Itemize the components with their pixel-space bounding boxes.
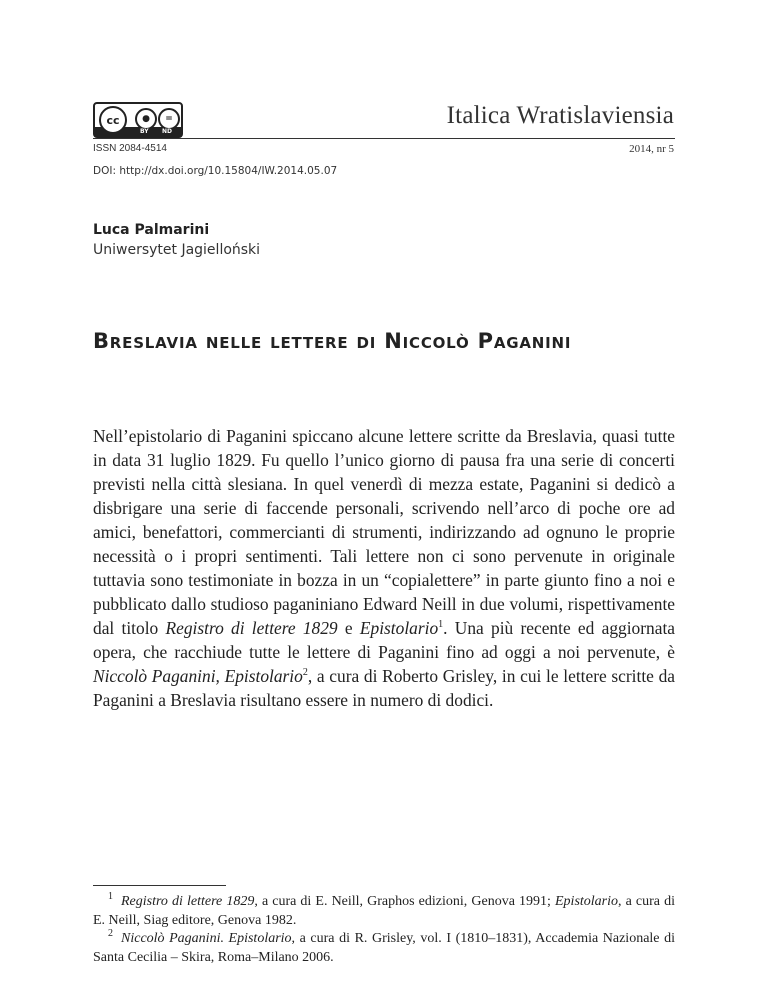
body-text-run: , a cura di Roberto Grisley, in cui le lettere scritte da Paganini a Breslavia risultano essere in numero di dodici. (93, 666, 675, 710)
cc-icon: cc (99, 106, 127, 134)
doi: DOI: http://dx.doi.org/10.15804/IW.2014.05.07 (93, 165, 338, 177)
footnote-number: 2 (108, 928, 113, 940)
header-divider (93, 138, 675, 139)
footnote-text: , a cura di E. Neill, Graphos edizioni, Genova 1991; (254, 894, 555, 909)
issue-number: 2014, nr 5 (629, 143, 674, 155)
body-text-run: . Una più recente ed aggiornata opera, che racchiude tutte le lettere di Paganini fino ad oggi a noi pervenute, è (93, 618, 675, 662)
footnote-italic: Registro di lettere 1829 (121, 894, 255, 909)
body-text-run: Nell’epistolario di Paganini spiccano alcune lettere scritte da Breslavia, quasi tutte in data 31 luglio 1829. Fu quello l’unico giorno di pausa fra una serie di concerti previsti nella città slesiana. In quel venerdì di mezza estate, Paganini si dedicò a disbrigare una serie di faccende personali, scrivendo nell’arco di poche ore ad amici, benefattori, commercianti di strumenti, indirizzando ad ognuno le proprie necessità o i propri sentimenti. Tali lettere non ci sono pervenute in originale tuttavia sono testimoniate in bozza in un “copialettere” in parte giunto fino a noi e pubblicato dallo studioso paganiniano Edward Neill in due volumi, rispettivamente dal titolo (93, 426, 675, 638)
article-title: Breslavia nelle lettere di Niccolò Paganini (93, 329, 572, 353)
cc-license-badge (93, 102, 183, 138)
footnotes (93, 893, 675, 967)
author-name: Luca Palmarini (93, 222, 210, 238)
footnote (93, 893, 675, 930)
author-affiliation: Uniwersytet Jagielloński (93, 242, 261, 258)
footnote-text: , a cura di E. Neill, Siag editore, Genova 1982. (93, 894, 675, 928)
footnote-divider (93, 885, 226, 886)
body-paragraph (93, 424, 675, 712)
footnote-italic: Niccolò Paganini. Epistolario (121, 931, 292, 946)
attribution-icon: ● (135, 108, 157, 130)
footnote-text: , a cura di R. Grisley, vol. I (1810–1831), Accademia Nazionale di Santa Cecilia – Skira, Roma–Milano 2006. (93, 931, 675, 965)
footnote-number: 1 (108, 891, 113, 903)
footnote-italic: Epistolario (555, 894, 619, 909)
issn: ISSN 2084-4514 (93, 143, 167, 154)
no-derivatives-icon: = (158, 108, 180, 130)
footnote (93, 930, 675, 967)
body-italic-title: Registro di lettere 1829 (165, 618, 338, 638)
body-italic-title: Epistolario (359, 618, 439, 638)
body-italic-title: Niccolò Paganini, Epistolario (93, 666, 303, 686)
journal-title: Italica Wratislaviensia (446, 102, 674, 129)
body-text-run: e (337, 618, 360, 638)
license-by-label: BY (140, 128, 149, 135)
footnote-ref: 2 (302, 667, 308, 679)
license-nd-label: ND (162, 128, 173, 135)
footnote-ref: 1 (438, 619, 444, 631)
